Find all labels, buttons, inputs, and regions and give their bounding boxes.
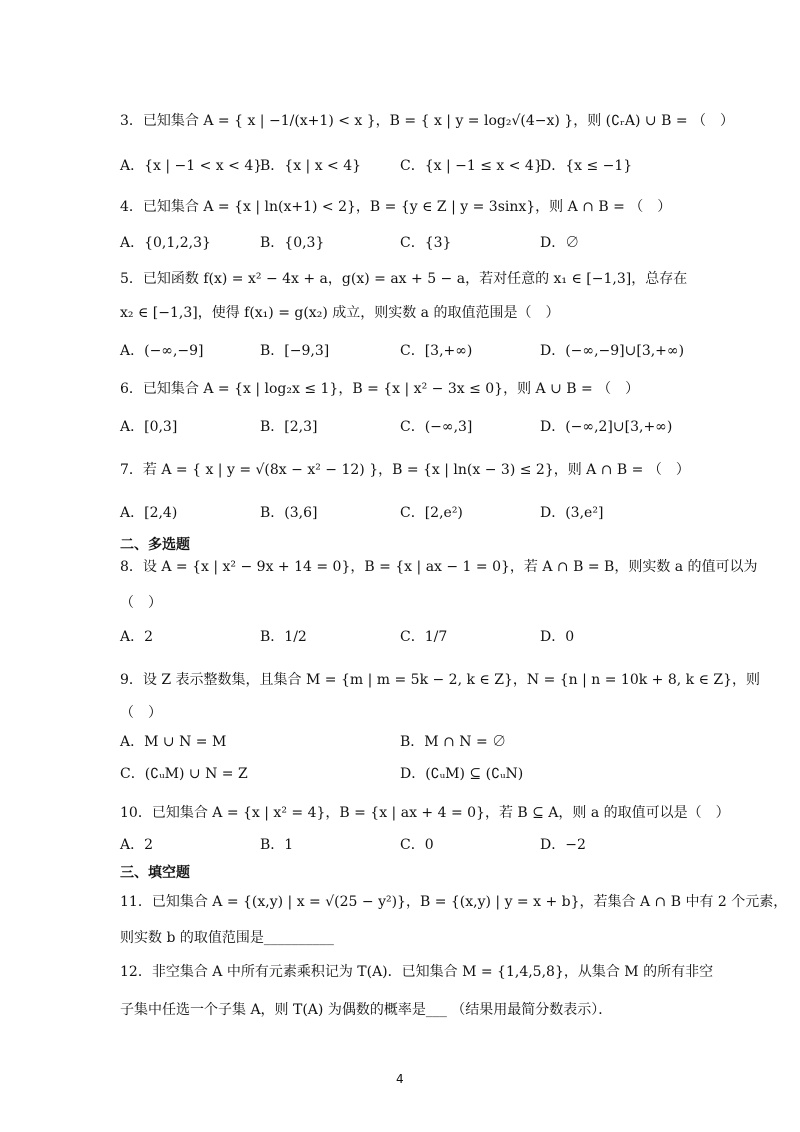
question-9-option-b: B．M ∩ N = ∅ [400,734,507,750]
question-3-option-d: D．{x ≤ −1} [540,158,633,174]
question-7-option-c: C．[2,e²) [400,505,463,521]
question-5-option-c: C．[3,+∞) [400,343,473,359]
question-8-option-b: B．1/2 [260,629,307,645]
question-10-option-d: D．−2 [540,837,586,853]
question-5-option-b: B．[−9,3] [260,343,330,359]
question-9-option-a: A．M ∪ N = M [120,734,227,750]
page-number: 4 [396,1072,404,1086]
question-12-stem-line-2: 子集中任选一个子集 A，则 T(A) 为偶数的概率是___ （结果用最简分数表示）． [120,1002,613,1018]
question-4-option-a: A．{0,1,2,3} [120,235,211,251]
question-3-stem: 3．已知集合 A = { x | −1/(x+1) < x }，B = { x | y = log₂√(4−x) }，则 (∁ᵣA) ∪ B = （ ） [120,113,735,129]
question-7-option-a: A．[2,4) [120,505,178,521]
question-5-stem-line-1: 5．已知函数 f(x) = x² − 4x + a，g(x) = ax + 5 − a，若对任意的 x₁ ∈ [−1,3]，总存在 [120,271,688,287]
question-10-option-b: B．1 [260,837,294,853]
question-6-option-b: B．[2,3] [260,419,318,435]
question-8-option-a: A．2 [120,629,154,645]
question-3-option-c: C．{x | −1 ≤ x < 4} [400,158,543,174]
question-10-option-c: C．0 [400,837,434,853]
question-11-stem-line-2: 则实数 b 的取值范围是__________ [120,930,334,946]
question-6-option-a: A．[0,3] [120,419,178,435]
question-6-option-d: D．(−∞,2]∪[3,+∞) [540,419,673,435]
question-7-option-d: D．(3,e²] [540,505,604,521]
question-9-option-c: C．(∁ᵤM) ∪ N = Z [120,766,248,782]
question-9-option-d: D．(∁ᵤM) ⊆ (∁ᵤN) [400,766,524,782]
question-6-stem: 6．已知集合 A = {x | log₂x ≤ 1}，B = {x | x² − 3x ≤ 0}，则 A ∪ B = （ ） [120,381,640,397]
question-5-option-d: D．(−∞,−9]∪[3,+∞) [540,343,685,359]
question-12-stem-line-1: 12．非空集合 A 中所有元素乘积记为 T(A)．已知集合 M = {1,4,5,8}，从集合 M 的所有非空 [120,964,714,980]
question-5-stem-line-2: x₂ ∈ [−1,3]，使得 f(x₁) = g(x₂) 成立，则实数 a 的取值范围是（ ） [120,305,560,321]
question-10-stem: 10．已知集合 A = {x | x² = 4}，B = {x | ax + 4 = 0}，若 B ⊆ A，则 a 的取值可以是（ ） [120,805,730,821]
question-9-stem-line-2: （ ） [120,705,162,721]
question-5-option-a: A．(−∞,−9] [120,343,204,359]
question-7-option-b: B．(3,6] [260,505,318,521]
question-4-stem: 4．已知集合 A = {x | ln(x+1) < 2}，B = {y ∈ Z | y = 3sinx}，则 A ∩ B = （ ） [120,199,672,215]
question-8-stem-line-2: （ ） [120,595,162,611]
section-heading-fill-in: 三、填空题 [120,865,190,881]
question-4-option-c: C．{3} [400,235,452,251]
question-8-option-c: C．1/7 [400,629,448,645]
question-7-stem: 7．若 A = { x | y = √(8x − x² − 12) }，B = {x | ln(x − 3) ≤ 2}，则 A ∩ B = （ ） [120,462,690,478]
question-4-option-d: D．∅ [540,235,580,251]
question-8-option-d: D．0 [540,629,575,645]
question-6-option-c: C．(−∞,3] [400,419,473,435]
question-4-option-b: B．{0,3} [260,235,325,251]
question-3-option-a: A．{x | −1 < x < 4} [120,158,263,174]
question-8-stem-line-1: 8．设 A = {x | x² − 9x + 14 = 0}，B = {x | ax − 1 = 0}，若 A ∩ B = B，则实数 a 的值可以为 [120,559,758,575]
question-10-option-a: A．2 [120,837,154,853]
question-3-option-b: B．{x | x < 4} [260,158,362,174]
question-11-stem-line-1: 11．已知集合 A = {(x,y) | x = √(25 − y²)}，B = {(x,y) | y = x + b}，若集合 A ∩ B 中有 2 个元素， [120,894,788,910]
question-9-stem-line-1: 9．设 Z 表示整数集，且集合 M = {m | m = 5k − 2, k ∈ Z}，N = {n | n = 10k + 8, k ∈ Z}，则 [120,672,761,688]
section-heading-multiple-choice: 二、多选题 [120,537,190,553]
